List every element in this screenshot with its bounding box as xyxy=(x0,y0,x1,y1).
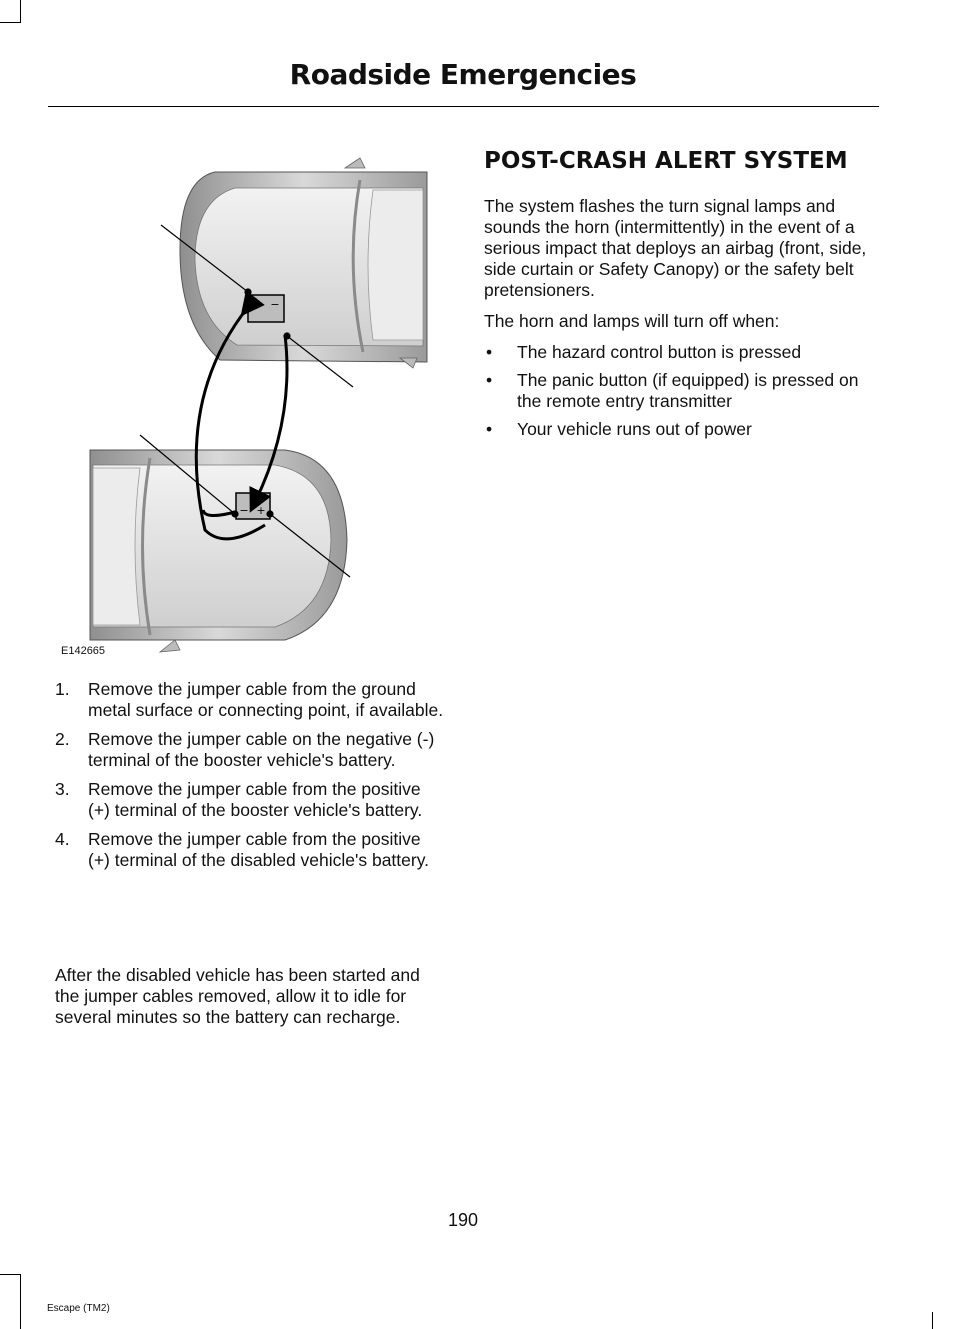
crop-mark xyxy=(20,1274,21,1329)
crop-mark xyxy=(0,22,21,23)
title-rule xyxy=(48,106,879,107)
post-crash-section xyxy=(484,144,876,447)
step-number: 1. xyxy=(55,679,70,699)
bullet-text: The hazard control button is pressed xyxy=(517,342,802,362)
bullet-icon: • xyxy=(486,370,493,390)
footer-text: Escape (TM2) xyxy=(47,1303,110,1314)
list-item xyxy=(484,370,876,412)
crop-mark xyxy=(20,0,21,22)
bullet-text: The panic button (if equipped) is pressed on the remote entry transmitter xyxy=(517,370,859,411)
list-item xyxy=(484,419,876,440)
step-text: Remove the jumper cable from the ground metal surface or connecting point, if available. xyxy=(88,679,444,720)
step-number: 3. xyxy=(55,779,70,799)
crop-mark xyxy=(932,1312,933,1329)
turn-off-conditions xyxy=(484,342,876,440)
section-heading: POST-CRASH ALERT SYSTEM xyxy=(484,148,848,174)
page-title: Roadside Emergencies xyxy=(289,58,637,91)
svg-text:+: + xyxy=(256,504,266,517)
step-text: Remove the jumper cable from the positive (+) terminal of the booster vehicle's battery. xyxy=(88,779,423,820)
bullet-icon: • xyxy=(486,342,493,362)
list-item xyxy=(484,342,876,363)
step-text: Remove the jumper cable on the negative (-) terminal of the booster vehicle's battery. xyxy=(88,729,435,770)
list-item xyxy=(55,679,447,721)
page-number: 190 xyxy=(447,1210,479,1230)
intro-paragraph: The system flashes the turn signal lamps and sounds the horn (intermittently) in the event of a serious impact that deploys an airbag (front, side, side curtain or Safety Canopy) or the safety belt pretensioners. xyxy=(484,196,867,300)
figure-id: E142665 xyxy=(61,645,106,657)
step-number: 4. xyxy=(55,829,70,849)
step-text: Remove the jumper cable from the positive (+) terminal of the disabled vehicle's battery. xyxy=(88,829,430,870)
svg-text:−: − xyxy=(270,298,280,311)
jumper-cable-illustration xyxy=(55,140,440,665)
svg-text:+: + xyxy=(252,298,262,311)
step-number: 2. xyxy=(55,729,70,749)
removal-steps xyxy=(55,679,447,879)
bullet-icon: • xyxy=(486,419,493,439)
svg-text:−: − xyxy=(239,504,249,517)
lead-paragraph: The horn and lamps will turn off when: xyxy=(484,311,780,331)
list-item xyxy=(55,829,447,871)
disabled-vehicle xyxy=(180,158,427,368)
booster-vehicle xyxy=(90,450,347,652)
crop-mark xyxy=(0,1274,21,1275)
bullet-text: Your vehicle runs out of power xyxy=(517,419,752,439)
list-item xyxy=(55,729,447,771)
after-paragraph: After the disabled vehicle has been started and the jumper cables removed, allow it to idle for several minutes so the battery can recharge. xyxy=(55,965,420,1027)
list-item xyxy=(55,779,447,821)
